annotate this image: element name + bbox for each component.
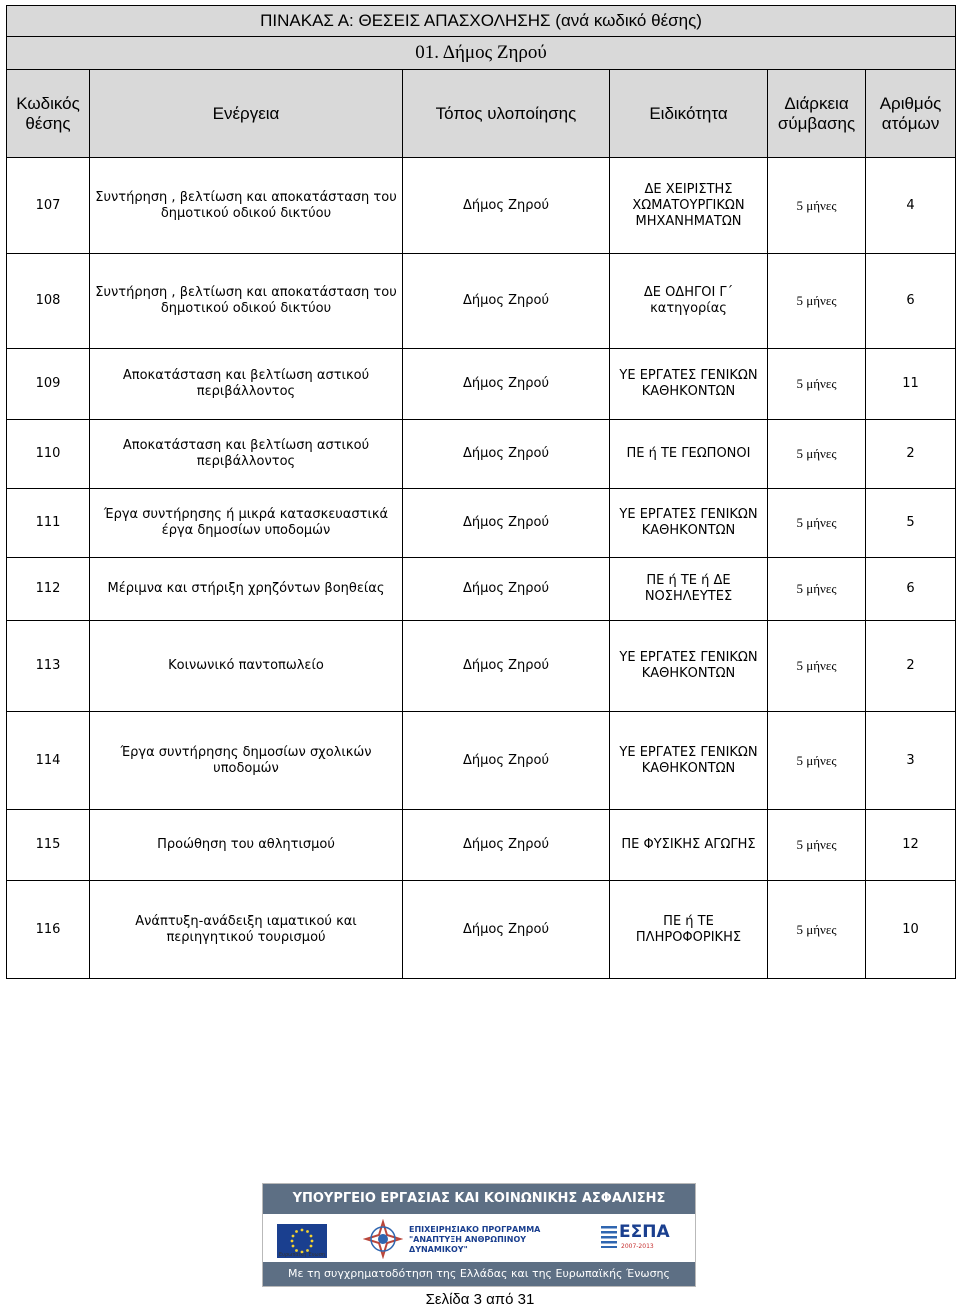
cell-persons: 3 [866,712,956,810]
cell-location: Δήμος Ζηρού [403,489,610,558]
table-row [7,558,956,621]
programme-title: ΕΠΙΧΕΙΡΗΣΙΑΚΟ ΠΡΟΓΡΑΜΜΑ "ΑΝΑΠΤΥΞΗ ΑΝΘΡΩΠΙΝΟΥ ΔΥΝΑΜΙΚΟΥ" [409,1225,541,1254]
table-title: ΠΙΝΑΚΑΣ Α: ΘΕΣΕΙΣ ΑΠΑΣΧΟΛΗΣΗΣ (ανά κωδικό θέσης) [7,6,956,37]
cell-code: 115 [7,810,90,881]
cell-persons: 12 [866,810,956,881]
cell-action: Έργα συντήρησης δημοσίων σχολικών υποδομών [90,712,403,810]
cell-code: 116 [7,881,90,979]
eu-caption: Ευρωπαϊκή Ένωση [278,1252,326,1258]
espa-logo: ΕΣΠΑ [619,1222,670,1242]
table-row [7,712,956,810]
cell-code: 109 [7,349,90,420]
table-row [7,810,956,881]
header-code: Κωδικός θέσης [7,70,90,158]
cell-duration: 5 μήνες [768,712,866,810]
table-row [7,158,956,254]
cell-duration: 5 μήνες [768,621,866,712]
cell-specialty: ΥΕ ΕΡΓΑΤΕΣ ΓΕΝΙΚΩΝ ΚΑΘΗΚΟΝΤΩΝ [610,712,768,810]
cell-duration: 5 μήνες [768,489,866,558]
table-subtitle-row [7,37,956,70]
cell-persons: 2 [866,420,956,489]
cell-location: Δήμος Ζηρού [403,712,610,810]
cell-action: Αποκατάσταση και βελτίωση αστικού περιβάλλοντος [90,349,403,420]
cell-specialty: ΠΕ ή ΤΕ ΓΕΩΠΟΝΟΙ [610,420,768,489]
cell-location: Δήμος Ζηρού [403,621,610,712]
header-duration: Διάρκεια σύμβασης [768,70,866,158]
table-subtitle: 01. Δήμος Ζηρού [7,37,956,70]
cell-action: Ανάπτυξη-ανάδειξη ιαματικού και περιηγητικού τουρισμού [90,881,403,979]
table-row [7,254,956,349]
table-row [7,349,956,420]
cofinancing-text: Με τη συγχρηματοδότηση της Ελλάδας και της Ευρωπαϊκής Ένωσης [263,1262,695,1286]
table-row [7,881,956,979]
cell-location: Δήμος Ζηρού [403,420,610,489]
positions-table [6,5,956,979]
cell-specialty: ΥΕ ΕΡΓΑΤΕΣ ΓΕΝΙΚΩΝ ΚΑΘΗΚΟΝΤΩΝ [610,489,768,558]
cell-action: Μέριμνα και στήριξη χρηζόντων βοηθείας [90,558,403,621]
cell-duration: 5 μήνες [768,810,866,881]
greek-flag-icon [601,1226,617,1248]
cell-duration: 5 μήνες [768,158,866,254]
cell-location: Δήμος Ζηρού [403,558,610,621]
cell-code: 112 [7,558,90,621]
header-persons: Αριθμός ατόμων [866,70,956,158]
cell-duration: 5 μήνες [768,349,866,420]
cell-specialty: ΥΕ ΕΡΓΑΤΕΣ ΓΕΝΙΚΩΝ ΚΑΘΗΚΟΝΤΩΝ [610,621,768,712]
cell-specialty: ΠΕ ή ΤΕ ΠΛΗΡΟΦΟΡΙΚΗΣ [610,881,768,979]
cell-location: Δήμος Ζηρού [403,881,610,979]
cell-duration: 5 μήνες [768,420,866,489]
table-title-row [7,6,956,37]
cell-action: Συντήρηση , βελτίωση και αποκατάσταση του δημοτικού οδικού δικτύου [90,254,403,349]
table-row [7,420,956,489]
cell-location: Δήμος Ζηρού [403,254,610,349]
cell-location: Δήμος Ζηρού [403,810,610,881]
cell-duration: 5 μήνες [768,881,866,979]
cell-duration: 5 μήνες [768,558,866,621]
cell-specialty: ΔΕ ΟΔΗΓΟΙ Γ΄ κατηγορίας [610,254,768,349]
cell-action: Έργα συντήρησης ή μικρά κατασκευαστικά έργα δημοσίων υποδομών [90,489,403,558]
table-header-row [7,70,956,158]
table-row [7,621,956,712]
cell-code: 111 [7,489,90,558]
cell-persons: 5 [866,489,956,558]
header-action: Ενέργεια [90,70,403,158]
cofinancing-banner [262,1183,696,1287]
cell-code: 110 [7,420,90,489]
cell-persons: 6 [866,254,956,349]
cell-persons: 2 [866,621,956,712]
cell-persons: 10 [866,881,956,979]
cell-persons: 6 [866,558,956,621]
page-number: Σελίδα 3 από 31 [425,1291,535,1308]
cell-persons: 4 [866,158,956,254]
cell-action: Συντήρηση , βελτίωση και αποκατάσταση του δημοτικού οδικού δικτύου [90,158,403,254]
header-specialty: Ειδικότητα [610,70,768,158]
cell-location: Δήμος Ζηρού [403,158,610,254]
ministry-title: ΥΠΟΥΡΓΕΙΟ ΕΡΓΑΣΙΑΣ ΚΑΙ ΚΟΙΝΩΝΙΚΗΣ ΑΣΦΑΛΙΣΗΣ [263,1184,695,1214]
cell-specialty: ΔΕ ΧΕΙΡΙΣΤΗΣ ΧΩΜΑΤΟΥΡΓΙΚΩΝ ΜΗΧΑΝΗΜΑΤΩΝ [610,158,768,254]
cell-action: Κοινωνικό παντοπωλείο [90,621,403,712]
cell-action: Προώθηση του αθλητισμού [90,810,403,881]
cell-code: 107 [7,158,90,254]
espa-years: 2007-2013 [621,1243,654,1250]
cell-specialty: ΠΕ ΦΥΣΙΚΗΣ ΑΓΩΓΗΣ [610,810,768,881]
cell-duration: 5 μήνες [768,254,866,349]
cell-code: 114 [7,712,90,810]
programme-logo-icon [363,1219,403,1259]
cell-location: Δήμος Ζηρού [403,349,610,420]
table-row [7,489,956,558]
cell-action: Αποκατάσταση και βελτίωση αστικού περιβάλλοντος [90,420,403,489]
cell-specialty: ΥΕ ΕΡΓΑΤΕΣ ΓΕΝΙΚΩΝ ΚΑΘΗΚΟΝΤΩΝ [610,349,768,420]
cell-persons: 11 [866,349,956,420]
espa-logo-block [601,1222,677,1258]
cell-specialty: ΠΕ ή ΤΕ ή ΔΕ ΝΟΣΗΛΕΥΤΕΣ [610,558,768,621]
logos-strip [263,1214,695,1262]
header-location: Τόπος υλοποίησης [403,70,610,158]
cell-code: 108 [7,254,90,349]
cell-code: 113 [7,621,90,712]
